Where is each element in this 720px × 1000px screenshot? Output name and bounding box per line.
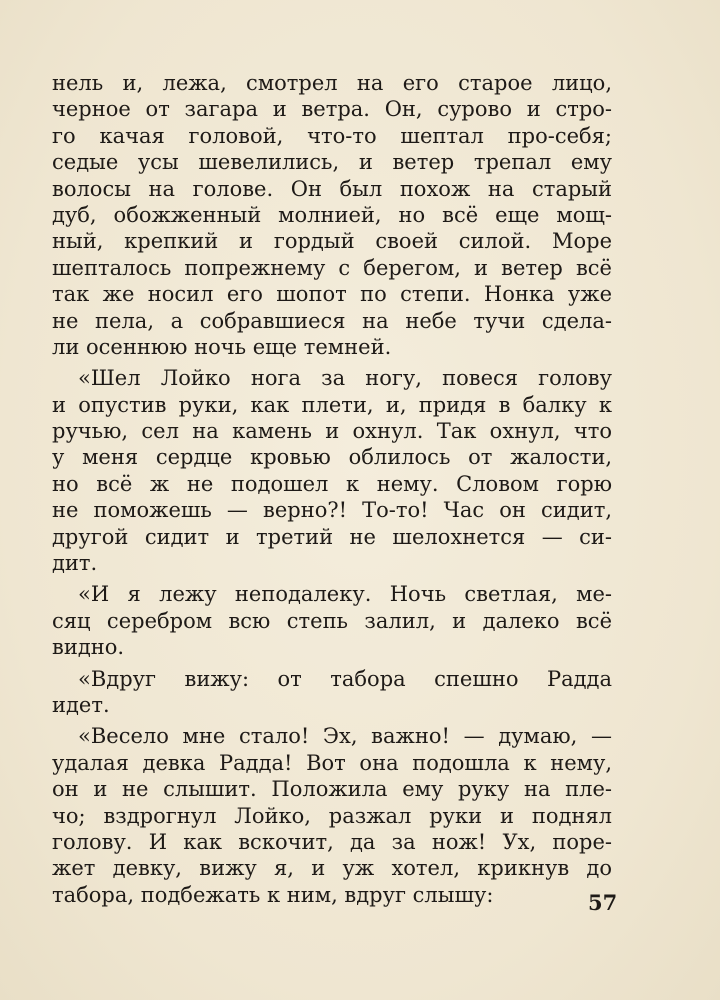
text-line: ручью, сел на камень и охнул. Так охнул, что xyxy=(52,419,612,444)
text-line: ли осеннюю ночь еще темней. xyxy=(52,334,392,359)
text-line: «Шел Лойко нога за ногу, повеся голову xyxy=(78,366,612,391)
text-line: не поможешь — верно?! То-то! Час он сидит, xyxy=(52,498,612,523)
paragraph xyxy=(52,666,612,719)
text-line: и опустив руки, как плети, и, придя в балку к xyxy=(52,392,612,417)
text-line: у меня сердце кровью облилось от жалости, xyxy=(52,445,612,470)
text-line: удалая девка Радда! Вот она подошла к нему, xyxy=(52,750,612,775)
text-line: голову. И как вскочит, да за нож! Ух, поре- xyxy=(52,829,612,854)
page-text xyxy=(52,70,612,908)
text-line: нель и, лежа, смотрел на его старое лицо, xyxy=(52,71,612,95)
text-line: седые усы шевелились, и ветер трепал ему xyxy=(52,150,612,175)
text-line: черное от загара и ветра. Он, сурово и стро- xyxy=(52,97,612,122)
text-line: ный, крепкий и гордый своей силой. Море xyxy=(52,229,612,254)
text-line: видно. xyxy=(52,635,125,660)
text-line: «Весело мне стало! Эх, важно! — думаю, — xyxy=(78,724,612,749)
page-number: 57 xyxy=(588,890,618,915)
text-line: но всё ж не подошел к нему. Словом горю xyxy=(52,471,612,496)
text-line: дит. xyxy=(52,551,98,576)
text-line: чо; вздрогнул Лойко, разжал руки и поднял xyxy=(52,803,612,828)
text-line: он и не слышит. Положила ему руку на пле- xyxy=(52,777,612,802)
text-line: другой сидит и третий не шелохнется — си- xyxy=(52,524,612,549)
text-line: шепталось попрежнему с берегом, и ветер всё xyxy=(52,255,612,280)
text-line: табора, подбежать к ним, вдруг слышу: xyxy=(52,882,494,907)
text-line: «Вдруг вижу: от табора спешно Радда xyxy=(78,666,612,691)
text-line: волосы на голове. Он был похож на старый xyxy=(52,176,612,201)
text-line: «И я лежу неподалеку. Ночь светлая, ме- xyxy=(78,582,612,607)
paragraph xyxy=(52,70,612,360)
text-line: го качая головой, что-то шептал про-себя; xyxy=(52,123,612,148)
text-line: дуб, обожженный молнией, но всё еще мощ- xyxy=(52,202,612,227)
paragraph xyxy=(52,581,612,660)
text-line: сяц серебром всю степь залил, и далеко всё xyxy=(52,608,612,633)
paragraph xyxy=(52,365,612,576)
text-line: идет. xyxy=(52,692,110,717)
text-line: жет девку, вижу я, и уж хотел, крикнув до xyxy=(52,856,612,881)
text-line: так же носил его шопот по степи. Нонка уже xyxy=(52,282,612,307)
paragraph xyxy=(52,723,612,908)
text-line: не пела, а собравшиеся на небе тучи сдела- xyxy=(52,308,612,333)
